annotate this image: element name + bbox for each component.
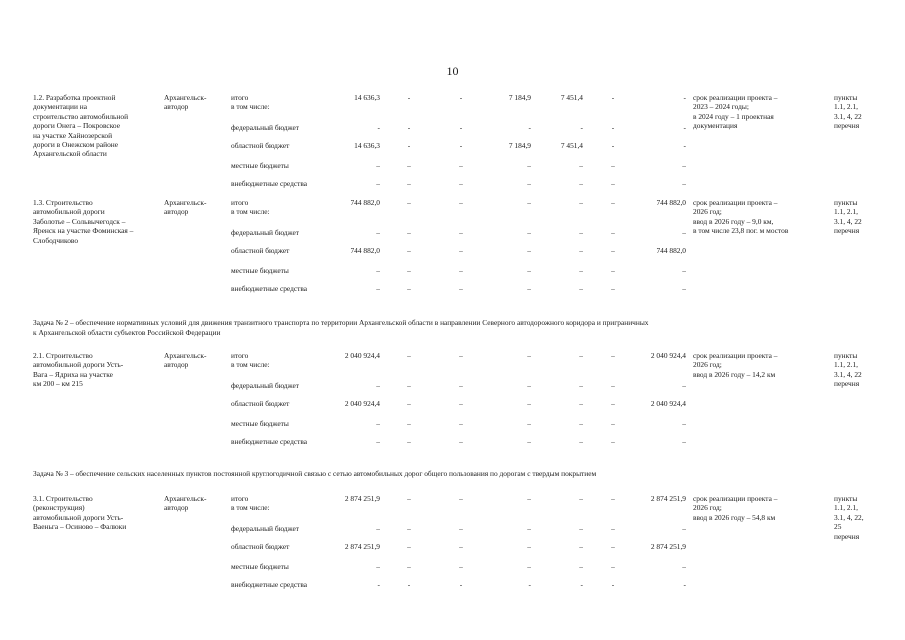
value-cell: – [611, 419, 615, 428]
value-cell: - [683, 141, 686, 150]
value-cell: – [579, 494, 583, 503]
funding-source-label: федеральный бюджет [231, 228, 300, 237]
value-cell: – [376, 419, 380, 428]
value-cell: - [459, 93, 463, 102]
value-cell: – [611, 228, 615, 237]
plan-points: пункты 1.1, 2.1, 3.1, 4, 22 перечня [834, 198, 862, 236]
value-cell: – [579, 266, 583, 275]
value-cell: – [682, 161, 686, 170]
value-cell: – [459, 524, 463, 533]
value-cell: – [459, 228, 463, 237]
funding-source-label: итого в том числе: [231, 93, 270, 112]
value-cell: – [579, 161, 583, 170]
value-cell: 7 184,9 [508, 93, 531, 102]
value-cell: – [459, 494, 463, 503]
value-cell: – [527, 399, 531, 408]
value-cell: – [611, 161, 615, 170]
value-cell: – [376, 381, 380, 390]
funding-source-label: итого в том числе: [231, 494, 270, 513]
value-cell: – [682, 228, 686, 237]
value-cell: – [527, 542, 531, 551]
value-cell: - [407, 580, 411, 589]
measure-name: 1.2. Разработка проектной документации на строительство автомобильной дороги Онега – Покровское на участке Хайнозерской дороги в Онежском районе Архангельской области [33, 93, 129, 159]
value-cell: 2 874 251,9 [650, 542, 686, 551]
value-cell: – [579, 228, 583, 237]
value-cell: – [611, 179, 615, 188]
value-cell: – [682, 562, 686, 571]
funding-source-label: местные бюджеты [231, 562, 289, 571]
value-cell: – [407, 524, 411, 533]
value-cell: – [376, 524, 380, 533]
value-cell: – [579, 246, 583, 255]
value-cell: 744 882,0 [350, 246, 380, 255]
value-cell: – [611, 198, 615, 207]
value-cell: – [407, 494, 411, 503]
value-cell: – [459, 419, 463, 428]
value-cell: - [683, 580, 686, 589]
value-cell: – [459, 266, 463, 275]
value-cell: – [579, 562, 583, 571]
value-cell: – [527, 437, 531, 446]
value-cell: – [611, 246, 615, 255]
expected-result: срок реализации проекта – 2026 год; ввод в 2026 году – 14,2 км [693, 351, 778, 379]
value-cell: – [527, 246, 531, 255]
value-cell: - [459, 123, 463, 132]
expected-result: срок реализации проекта – 2026 год; ввод в 2026 году – 9,0 км, в том числе 23,8 пог. м мостов [693, 198, 789, 236]
funding-source-label: внебюджетные средства [231, 284, 308, 293]
funding-source-label: внебюджетные средства [231, 179, 308, 188]
value-cell: – [407, 284, 411, 293]
value-cell: 744 882,0 [350, 198, 380, 207]
value-cell: – [459, 284, 463, 293]
value-cell: – [407, 562, 411, 571]
value-cell: – [407, 246, 411, 255]
value-cell: - [683, 93, 686, 102]
value-cell: - [407, 123, 411, 132]
value-cell: – [611, 399, 615, 408]
value-cell: – [407, 161, 411, 170]
value-cell: – [459, 542, 463, 551]
value-cell: – [407, 266, 411, 275]
value-cell: – [376, 562, 380, 571]
value-cell: - [580, 123, 583, 132]
expected-result: срок реализации проекта – 2023 – 2024 годы; в 2024 году – 1 проектная документация [693, 93, 778, 131]
executor: Архангельск- автодор [164, 351, 207, 370]
measure-name: 3.1. Строительство (реконструкция) автомобильной дороги Усть- Ваеньга – Осиново – Фалюки [33, 494, 127, 532]
value-cell: – [459, 437, 463, 446]
value-cell: – [682, 437, 686, 446]
value-cell: – [376, 228, 380, 237]
value-cell: – [407, 419, 411, 428]
value-cell: – [376, 179, 380, 188]
value-cell: – [611, 562, 615, 571]
value-cell: 7 451,4 [560, 141, 583, 150]
value-cell: – [407, 437, 411, 446]
value-cell: – [579, 437, 583, 446]
funding-source-label: областной бюджет [231, 246, 290, 255]
value-cell: – [407, 381, 411, 390]
value-cell: – [376, 437, 380, 446]
value-cell: – [682, 419, 686, 428]
value-cell: 2 040 924,4 [344, 351, 380, 360]
value-cell: – [459, 198, 463, 207]
value-cell: – [459, 562, 463, 571]
executor: Архангельск- автодор [164, 93, 207, 112]
executor: Архангельск- автодор [164, 198, 207, 217]
value-cell: – [611, 266, 615, 275]
measure-name: 1.3. Строительство автомобильной дороги Заболотье – Сольвычегодск – Яренск на участке Фоминская – Слободчиково [33, 198, 134, 245]
value-cell: – [527, 179, 531, 188]
value-cell: – [459, 179, 463, 188]
value-cell: – [579, 542, 583, 551]
value-cell: – [407, 399, 411, 408]
value-cell: - [407, 93, 411, 102]
value-cell: – [527, 562, 531, 571]
value-cell: – [579, 399, 583, 408]
value-cell: – [611, 284, 615, 293]
value-cell: 2 040 924,4 [344, 399, 380, 408]
task-heading: Задача № 3 – обеспечение сельских населенных пунктов постоянной круглогодичной связью с сетью автомобильных дорог общего пользования по дорогам с твердым покрытием [33, 469, 597, 478]
value-cell: – [682, 524, 686, 533]
value-cell: – [527, 381, 531, 390]
value-cell: - [528, 123, 531, 132]
value-cell: – [579, 284, 583, 293]
funding-source-label: областной бюджет [231, 141, 290, 150]
page-number: 10 [446, 64, 459, 78]
expected-result: срок реализации проекта – 2026 год; ввод в 2026 году – 54,8 км [693, 494, 778, 522]
funding-source-label: местные бюджеты [231, 419, 289, 428]
value-cell: – [407, 179, 411, 188]
value-cell: 2 040 924,4 [650, 351, 686, 360]
value-cell: 2 874 251,9 [344, 542, 380, 551]
value-cell: – [459, 246, 463, 255]
funding-source-label: федеральный бюджет [231, 524, 300, 533]
value-cell: – [579, 179, 583, 188]
value-cell: - [377, 580, 380, 589]
value-cell: - [580, 580, 583, 589]
value-cell: – [579, 198, 583, 207]
value-cell: - [459, 580, 463, 589]
plan-points: пункты 1.1, 2.1, 3.1, 4, 22 перечня [834, 351, 862, 389]
value-cell: – [611, 494, 615, 503]
funding-source-label: федеральный бюджет [231, 123, 300, 132]
value-cell: – [527, 228, 531, 237]
task-heading: Задача № 2 – обеспечение нормативных условий для движения транзитного транспорта по территории Архангельской области в направлении Северного автодорожного коридора и приграничных к Архангельской области субъектов Российской Федерации [33, 318, 649, 337]
value-cell: – [459, 161, 463, 170]
value-cell: – [611, 437, 615, 446]
plan-points: пункты 1.1, 2.1, 3.1, 4, 22, 25 перечня [834, 494, 864, 541]
value-cell: 14 636,3 [354, 93, 380, 102]
funding-source-label: внебюджетные средства [231, 580, 308, 589]
value-cell: – [376, 161, 380, 170]
funding-source-label: федеральный бюджет [231, 381, 300, 390]
value-cell: - [611, 123, 615, 132]
value-cell: - [377, 123, 380, 132]
value-cell: – [611, 542, 615, 551]
funding-source-label: местные бюджеты [231, 266, 289, 275]
funding-source-label: местные бюджеты [231, 161, 289, 170]
value-cell: – [407, 542, 411, 551]
value-cell: – [407, 228, 411, 237]
value-cell: - [528, 580, 531, 589]
value-cell: - [407, 141, 411, 150]
value-cell: 2 040 924,4 [650, 399, 686, 408]
value-cell: - [611, 141, 615, 150]
value-cell: 744 882,0 [656, 246, 686, 255]
funding-source-label: областной бюджет [231, 399, 290, 408]
value-cell: – [527, 198, 531, 207]
value-cell: – [682, 284, 686, 293]
plan-points: пункты 1.1, 2.1, 3.1, 4, 22 перечня [834, 93, 862, 131]
value-cell: – [527, 351, 531, 360]
value-cell: – [611, 351, 615, 360]
value-cell: – [459, 399, 463, 408]
value-cell: – [527, 161, 531, 170]
value-cell: 14 636,3 [354, 141, 380, 150]
value-cell: - [683, 123, 686, 132]
value-cell: 2 874 251,9 [650, 494, 686, 503]
value-cell: 7 451,4 [560, 93, 583, 102]
value-cell: – [579, 351, 583, 360]
value-cell: – [376, 284, 380, 293]
measure-name: 2.1. Строительство автомобильной дороги Усть- Вага – Ядриха на участке км 200 – км 215 [33, 351, 124, 389]
funding-source-label: итого в том числе: [231, 351, 270, 370]
value-cell: – [682, 266, 686, 275]
value-cell: – [579, 524, 583, 533]
value-cell: – [407, 198, 411, 207]
funding-source-label: внебюджетные средства [231, 437, 308, 446]
value-cell: 2 874 251,9 [344, 494, 380, 503]
value-cell: – [611, 381, 615, 390]
value-cell: - [611, 580, 615, 589]
value-cell: 744 882,0 [656, 198, 686, 207]
value-cell: – [682, 179, 686, 188]
value-cell: – [579, 381, 583, 390]
value-cell: – [459, 351, 463, 360]
value-cell: – [527, 266, 531, 275]
funding-source-label: областной бюджет [231, 542, 290, 551]
value-cell: – [527, 419, 531, 428]
value-cell: – [611, 524, 615, 533]
value-cell: – [407, 351, 411, 360]
funding-source-label: итого в том числе: [231, 198, 270, 217]
value-cell: – [682, 381, 686, 390]
value-cell: 7 184,9 [508, 141, 531, 150]
value-cell: - [459, 141, 463, 150]
value-cell: – [527, 524, 531, 533]
value-cell: – [527, 284, 531, 293]
value-cell: – [579, 419, 583, 428]
executor: Архангельск- автодор [164, 494, 207, 513]
value-cell: – [459, 381, 463, 390]
value-cell: – [376, 266, 380, 275]
value-cell: - [611, 93, 615, 102]
value-cell: – [527, 494, 531, 503]
